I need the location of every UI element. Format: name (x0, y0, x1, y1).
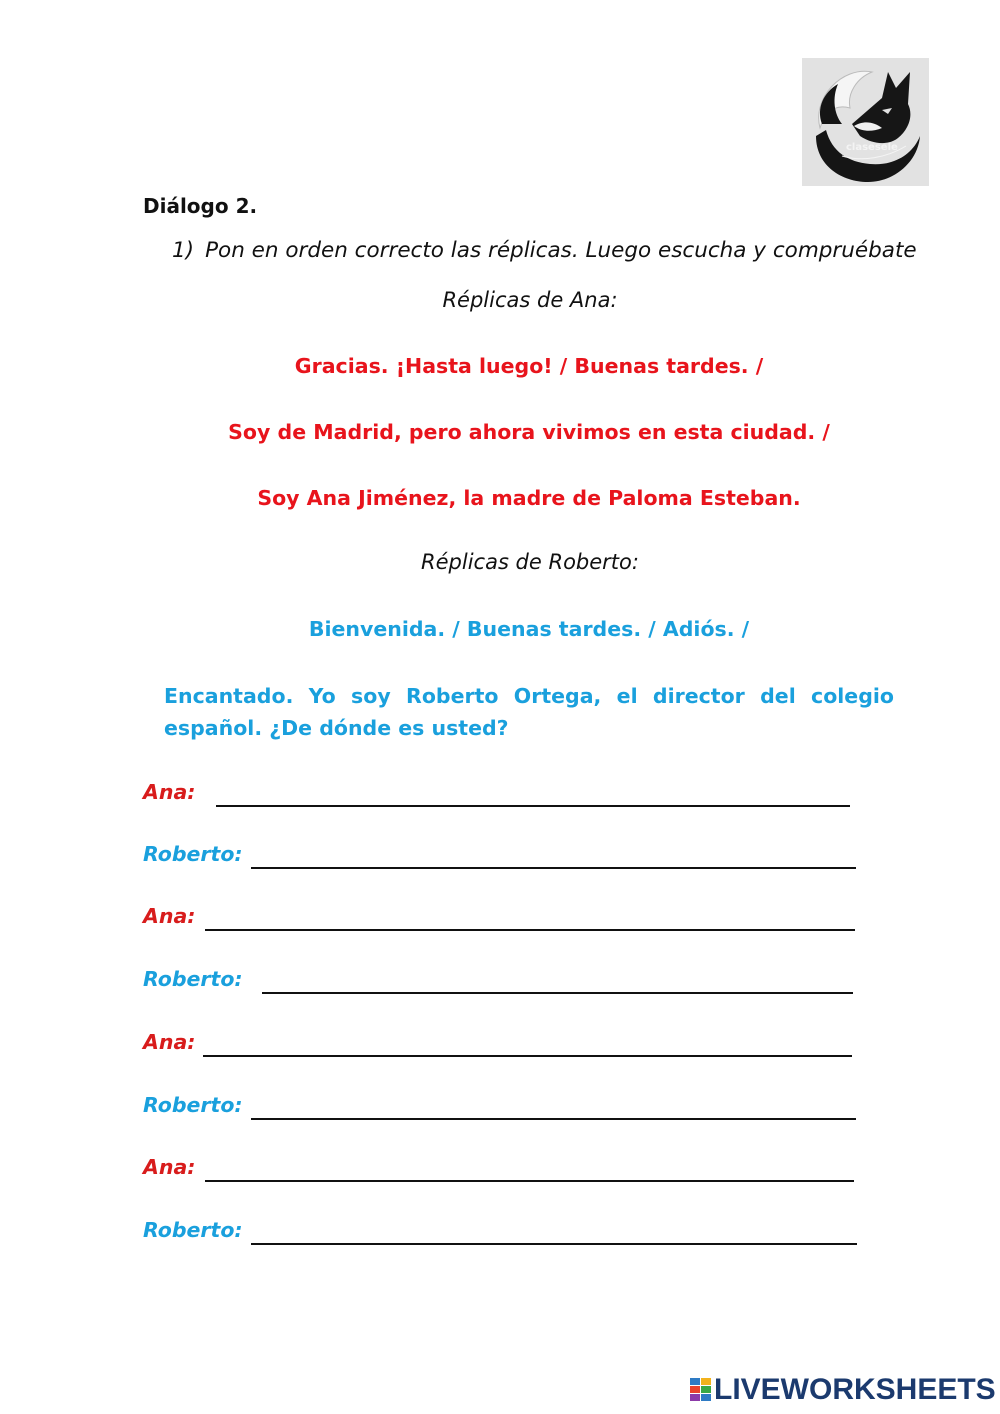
speaker-label: Roberto: (143, 967, 243, 991)
answer-line[interactable] (251, 1243, 857, 1245)
speaker-label: Roberto: (143, 1218, 243, 1242)
ana-line-1: Gracias. ¡Hasta luego! / Buenas tardes. / (294, 354, 764, 378)
instruction (172, 238, 917, 263)
liveworksheets-text: LIVEWORKSHEETS (714, 1373, 996, 1406)
answer-line[interactable] (262, 992, 853, 994)
liveworksheets-logo-icon (690, 1377, 712, 1403)
speaker-label: Roberto: (143, 1093, 243, 1117)
ana-line-2: Soy de Madrid, pero ahora vivimos en esta ciudad. / (228, 420, 830, 444)
fox-icon (802, 58, 929, 186)
roberto-line: Bienvenida. / Buenas tardes. / Adiós. / (308, 617, 750, 641)
answer-line[interactable] (251, 1118, 856, 1120)
speaker-label: Ana: (143, 1155, 196, 1179)
answer-line[interactable] (203, 1055, 852, 1057)
answer-line[interactable] (216, 805, 850, 807)
ana-section-title: Réplicas de Ana: (442, 288, 618, 312)
liveworksheets-brand (690, 1373, 996, 1407)
instruction-number: 1) (172, 238, 195, 263)
speaker-label: Roberto: (143, 842, 243, 866)
logo-text: clasesele (846, 142, 898, 153)
answer-line[interactable] (251, 867, 856, 869)
speaker-label: Ana: (143, 780, 196, 804)
ana-line-3: Soy Ana Jiménez, la madre de Paloma Esteban. (257, 486, 801, 510)
speaker-label: Ana: (143, 1030, 196, 1054)
speaker-label: Ana: (143, 904, 196, 928)
roberto-section-title: Réplicas de Roberto: (421, 550, 639, 574)
answer-line[interactable] (205, 1180, 854, 1182)
instruction-text: Pon en orden correcto las réplicas. Luego escucha y compruébate (205, 238, 917, 263)
page-title: Diálogo 2. (143, 194, 258, 218)
roberto-paragraph: Encantado. Yo soy Roberto Ortega, el director del colegio español. ¿De dónde es usted? (164, 684, 894, 740)
answer-line[interactable] (205, 929, 855, 931)
clasesele-logo (802, 58, 929, 186)
